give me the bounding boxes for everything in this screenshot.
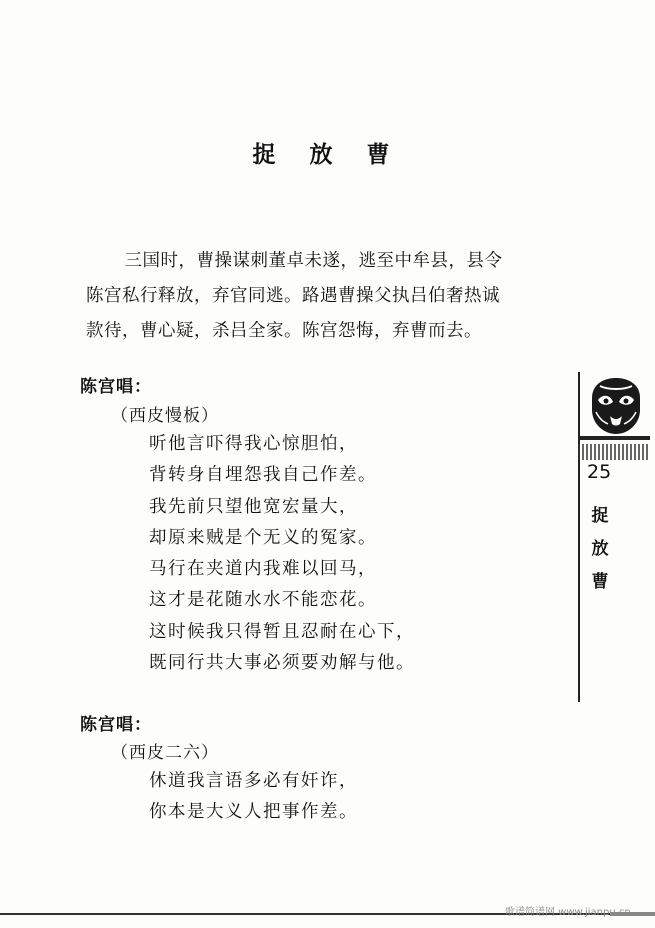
lyric-line: 背转身自埋怨我自己作差。 [149,465,377,486]
side-title-char: 曹 [591,572,609,592]
intro-line: 三国时，曹操谋刺董卓未遂，逃至中牟县，县令 [124,251,503,271]
singing-mode: （西皮慢板） [111,406,219,426]
lyric-line: 这才是花随水水不能恋花。 [149,590,377,611]
lyrics-block [149,429,415,679]
lyric-line: 休道我言语多必有奸诈， [149,771,358,791]
lyric-line: 我先前只望他宽宏量大， [149,496,358,517]
side-bar-texture [578,444,650,460]
lyric-line: 既同行共大事必须要劝解与他。 [149,653,415,674]
lyrics-block [149,766,358,829]
lyric-line: 马行在夹道内我难以回马， [149,559,377,580]
lyric-line: 你本是大义人把事作差。 [149,802,358,823]
side-title [590,500,610,599]
intro-line: 陈宫私行释放，弃官同逃。路遇曹操父执吕伯奢热诚 [86,286,500,306]
role-heading: 陈宫唱： [80,377,152,397]
side-bar [578,436,650,440]
page-number: 25 [587,461,612,483]
page-title: 捉 放 曹 [252,141,403,168]
lyric-line: 却原来贼是个无义的冤家。 [149,527,377,548]
side-divider [578,372,580,702]
role-heading: 陈宫唱： [80,715,152,735]
opera-mask-icon [588,376,644,436]
singing-mode: （西皮二六） [111,743,219,763]
lyric-line: 听他言吓得我心惊胆怕， [149,434,358,454]
side-title-char: 捉 [591,506,609,526]
watermark: 歌谱简谱网 www.jianpu.cn [505,907,631,918]
intro-paragraph [86,244,558,349]
side-title-char: 放 [591,539,609,559]
intro-line: 款待，曹心疑，杀吕全家。陈宫怨悔，弃曹而去。 [86,321,482,341]
lyric-line: 这时候我只得暂且忍耐在心下， [149,621,415,642]
